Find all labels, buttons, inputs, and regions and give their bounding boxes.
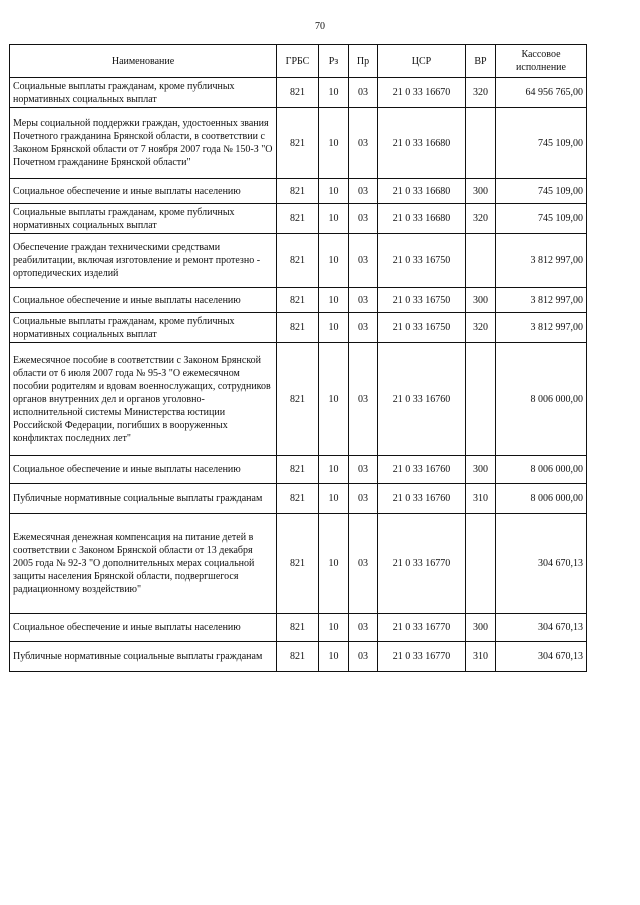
table-row [10,78,587,108]
table-row [10,179,587,204]
row-pr: 03 [349,614,378,642]
row-rz: 10 [319,642,349,672]
row-name: Публичные нормативные социальные выплаты гражданам [10,484,277,514]
table-row [10,614,587,642]
row-amount: 8 006 000,00 [496,456,587,484]
row-amount: 8 006 000,00 [496,343,587,456]
row-pr: 03 [349,514,378,614]
row-csr: 21 0 33 16680 [378,179,466,204]
row-csr: 21 0 33 16770 [378,514,466,614]
header-name: Наименование [10,45,277,78]
row-csr: 21 0 33 16670 [378,78,466,108]
row-name: Меры социальной поддержки граждан, удостоенных звания Почетного гражданина Брянской области, в соответствии с Законом Брянской области от 7 ноября 2007 года № 150-З "О Почетном гражданине Брянской области" [10,108,277,179]
row-pr: 03 [349,78,378,108]
row-csr: 21 0 33 16760 [378,343,466,456]
row-vr: 320 [466,313,496,343]
row-amount: 304 670,13 [496,514,587,614]
row-csr: 21 0 33 16750 [378,234,466,288]
row-name: Публичные нормативные социальные выплаты гражданам [10,642,277,672]
row-amount: 3 812 997,00 [496,234,587,288]
row-amount: 3 812 997,00 [496,288,587,313]
row-rz: 10 [319,343,349,456]
row-rz: 10 [319,108,349,179]
row-vr: 320 [466,204,496,234]
table-row [10,514,587,614]
table-header-row [10,45,587,78]
row-grbs: 821 [277,514,319,614]
row-rz: 10 [319,204,349,234]
row-amount: 8 006 000,00 [496,484,587,514]
row-csr: 21 0 33 16770 [378,642,466,672]
row-vr: 300 [466,179,496,204]
row-name: Социальные выплаты гражданам, кроме публичных нормативных социальных выплат [10,313,277,343]
row-amount: 304 670,13 [496,614,587,642]
header-amount: Кассовое исполнение [496,45,587,78]
row-grbs: 821 [277,642,319,672]
header-csr: ЦСР [378,45,466,78]
row-amount: 3 812 997,00 [496,313,587,343]
row-amount: 745 109,00 [496,204,587,234]
row-rz: 10 [319,484,349,514]
row-pr: 03 [349,642,378,672]
row-name: Обеспечение граждан техническими средствами реабилитации, включая изготовление и ремонт протезно - ортопедических изделий [10,234,277,288]
row-vr: 310 [466,484,496,514]
row-grbs: 821 [277,614,319,642]
row-csr: 21 0 33 16760 [378,456,466,484]
header-pr: Пр [349,45,378,78]
row-vr [466,514,496,614]
row-name: Ежемесячное пособие в соответствии с Законом Брянской области от 6 июля 2007 года № 95-З "О ежемесячном пособии родителям и вдовам военнослужащих, сотрудников органов внутренних дел и органов уголовно-исполнительной системы Министерства юстиции Российской Федерации, погибших в вооруженных конфликтах последних лет" [10,343,277,456]
row-vr: 320 [466,78,496,108]
row-rz: 10 [319,78,349,108]
header-grbs: ГРБС [277,45,319,78]
table-row [10,108,587,179]
row-vr: 300 [466,288,496,313]
row-grbs: 821 [277,484,319,514]
row-pr: 03 [349,179,378,204]
row-name: Социальное обеспечение и иные выплаты населению [10,179,277,204]
row-name: Социальные выплаты гражданам, кроме публичных нормативных социальных выплат [10,204,277,234]
row-name: Социальные выплаты гражданам, кроме публичных нормативных социальных выплат [10,78,277,108]
budget-table [9,44,587,672]
row-pr: 03 [349,343,378,456]
table-row [10,642,587,672]
row-csr: 21 0 33 16680 [378,204,466,234]
row-grbs: 821 [277,343,319,456]
row-grbs: 821 [277,108,319,179]
row-amount: 304 670,13 [496,642,587,672]
row-rz: 10 [319,234,349,288]
table-row [10,313,587,343]
row-csr: 21 0 33 16760 [378,484,466,514]
row-pr: 03 [349,204,378,234]
row-rz: 10 [319,313,349,343]
row-rz: 10 [319,288,349,313]
row-vr [466,343,496,456]
table-row [10,343,587,456]
row-pr: 03 [349,313,378,343]
table-row [10,234,587,288]
row-grbs: 821 [277,78,319,108]
row-vr: 310 [466,642,496,672]
row-amount: 64 956 765,00 [496,78,587,108]
row-csr: 21 0 33 16770 [378,614,466,642]
row-name: Социальное обеспечение и иные выплаты населению [10,288,277,313]
table-row [10,204,587,234]
row-grbs: 821 [277,234,319,288]
row-rz: 10 [319,456,349,484]
row-vr: 300 [466,456,496,484]
row-grbs: 821 [277,456,319,484]
row-grbs: 821 [277,288,319,313]
row-vr [466,234,496,288]
table-row [10,484,587,514]
row-pr: 03 [349,234,378,288]
table-row [10,456,587,484]
row-grbs: 821 [277,313,319,343]
header-vr: ВР [466,45,496,78]
row-csr: 21 0 33 16750 [378,288,466,313]
header-rz: Рз [319,45,349,78]
row-amount: 745 109,00 [496,108,587,179]
row-pr: 03 [349,108,378,179]
row-pr: 03 [349,484,378,514]
row-amount: 745 109,00 [496,179,587,204]
row-vr [466,108,496,179]
row-name: Социальное обеспечение и иные выплаты населению [10,456,277,484]
row-pr: 03 [349,288,378,313]
row-rz: 10 [319,614,349,642]
row-rz: 10 [319,514,349,614]
row-grbs: 821 [277,179,319,204]
row-vr: 300 [466,614,496,642]
row-name: Ежемесячная денежная компенсация на питание детей в соответствии с Законом Брянской области от 13 декабря 2005 года № 92-З "О дополнительных мерах социальной защиты населения Брянской области, подвергшегося радиационному воздействию" [10,514,277,614]
row-csr: 21 0 33 16680 [378,108,466,179]
table-row [10,288,587,313]
row-rz: 10 [319,179,349,204]
page-number: 70 [315,21,325,32]
row-name: Социальное обеспечение и иные выплаты населению [10,614,277,642]
row-csr: 21 0 33 16750 [378,313,466,343]
row-pr: 03 [349,456,378,484]
row-grbs: 821 [277,204,319,234]
